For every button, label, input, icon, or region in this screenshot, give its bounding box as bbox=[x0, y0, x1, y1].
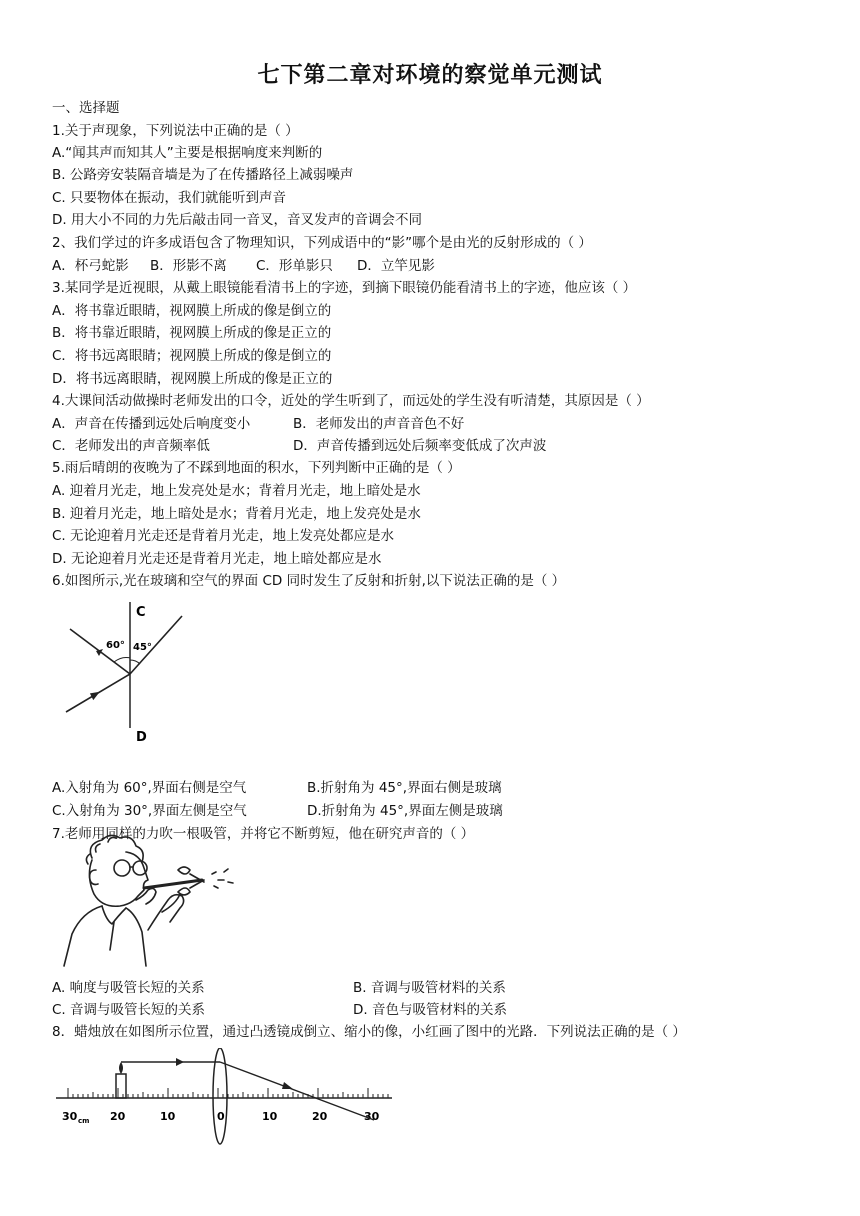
question-4-options-row2 bbox=[52, 436, 612, 456]
ruler-label-10-left: 10 bbox=[160, 1110, 176, 1123]
question-7-option-d: D. 音色与吸管材料的关系 bbox=[353, 1002, 507, 1018]
right-arm bbox=[148, 895, 184, 930]
ruler-label-0: 0 bbox=[217, 1110, 225, 1123]
question-5-option-a: A. 迎着月光走，地上发亮处是水；背着月光走，地上暗处是水 bbox=[52, 483, 421, 499]
sound-marks bbox=[212, 869, 233, 888]
refraction-diagram bbox=[56, 598, 196, 746]
question-4-option-a: A．声音在传播到远处后响度变小 bbox=[52, 416, 251, 432]
lens-ruler-diagram bbox=[52, 1048, 398, 1158]
question-4-option-b: B．老师发出的声音音色不好 bbox=[293, 416, 465, 432]
question-6-options-row1 bbox=[52, 778, 572, 798]
question-1-option-b: B. 公路旁安装隔音墙是为了在传播路径上减弱噪声 bbox=[52, 167, 354, 183]
candle-flame bbox=[119, 1062, 123, 1074]
left-hand bbox=[136, 888, 156, 904]
question-5-option-c: C. 无论迎着月光走还是背着月光走，地上发亮处都应是水 bbox=[52, 528, 395, 544]
body-front bbox=[126, 908, 146, 966]
angle-label-45: 45° bbox=[133, 642, 152, 653]
question-7-option-b: B. 音调与吸管材料的关系 bbox=[353, 980, 506, 996]
ruler-label-30-left: 30 bbox=[62, 1110, 78, 1123]
light-ray-refracted bbox=[220, 1062, 374, 1120]
ruler-unit: cm bbox=[78, 1117, 90, 1125]
question-1-option-c: C. 只要物体在振动，我们就能听到声音 bbox=[52, 190, 287, 206]
question-3-stem: 3.某同学是近视眼，从戴上眼镜能看清书上的字迹，到摘下眼镜仍能看清书上的字迹，他应该（ ） bbox=[52, 280, 637, 296]
question-8-stem: 8．蜡烛放在如图所示位置，通过凸透镜成倒立、缩小的像，小红画了图中的光路．下列说法正确的是（ ） bbox=[52, 1024, 686, 1040]
ruler-label-20-right: 20 bbox=[312, 1110, 328, 1123]
glasses-right bbox=[133, 861, 147, 875]
hair bbox=[90, 835, 143, 862]
ray-arrow-2 bbox=[282, 1082, 293, 1089]
question-6-option-c: C.入射角为 30°,界面左侧是空气 bbox=[52, 803, 247, 819]
question-3-option-a: A．将书靠近眼睛，视网膜上所成的像是倒立的 bbox=[52, 303, 332, 319]
ray-arrow-1 bbox=[176, 1058, 184, 1066]
question-1-option-d: D. 用大小不同的力先后敲击同一音叉，音叉发声的音调会不同 bbox=[52, 212, 422, 228]
angle-label-60: 60° bbox=[106, 640, 125, 651]
question-5-option-d: D. 无论迎着月光走还是背着月光走，地上暗处都应是水 bbox=[52, 551, 382, 567]
ruler-label-20-left: 20 bbox=[110, 1110, 126, 1123]
label-c: C bbox=[136, 605, 146, 620]
question-7-option-c: C. 音调与吸管长短的关系 bbox=[52, 1002, 206, 1018]
teacher-blowing-straw-illustration bbox=[52, 830, 248, 970]
question-1-stem: 1.关于声现象，下列说法中正确的是（ ） bbox=[52, 123, 299, 139]
tie bbox=[110, 922, 114, 950]
question-4-options-row1 bbox=[52, 414, 612, 434]
question-7-options-row1 bbox=[52, 978, 572, 998]
question-7-stem: 7.老师用同样的力吹一根吸管，并将它不断剪短，他在研究声音的（ ） bbox=[52, 826, 475, 842]
question-7-options-row2 bbox=[52, 1000, 572, 1020]
question-6-option-d: D.折射角为 45°,界面左侧是玻璃 bbox=[307, 803, 503, 819]
question-2-option-b: B．形影不离 bbox=[150, 258, 227, 274]
page-title: 七下第二章对环境的察觉单元测试 bbox=[257, 63, 603, 88]
question-6-option-a: A.入射角为 60°,界面右侧是空气 bbox=[52, 780, 247, 796]
question-4-option-c: C．老师发出的声音频率低 bbox=[52, 438, 210, 454]
question-3-option-c: C．将书远离眼睛；视网膜上所成的像是倒立的 bbox=[52, 348, 332, 364]
section-heading: 一、选择题 bbox=[52, 100, 120, 116]
question-1-option-a: A.“闻其声而知其人”主要是根据响度来判断的 bbox=[52, 145, 323, 161]
question-4-option-d: D．声音传播到远处后频率变低成了次声波 bbox=[293, 438, 547, 454]
question-6-option-b: B.折射角为 45°,界面右侧是玻璃 bbox=[307, 780, 502, 796]
question-2-option-a: A．杯弓蛇影 bbox=[52, 258, 129, 274]
question-2-option-c: C．形单影只 bbox=[256, 258, 333, 274]
question-5-option-b: B. 迎着月光走，地上暗处是水；背着月光走，地上发亮处是水 bbox=[52, 506, 421, 522]
question-6-options-row2 bbox=[52, 801, 572, 821]
question-4-stem: 4.大课间活动做操时老师发出的口令，近处的学生听到了，而远处的学生没有听清楚，其原因是（ ） bbox=[52, 393, 650, 409]
ruler-label-10-right: 10 bbox=[262, 1110, 278, 1123]
question-3-option-b: B．将书靠近眼睛，视网膜上所成的像是正立的 bbox=[52, 325, 332, 341]
ruler-label-30-right: 30 bbox=[364, 1110, 380, 1123]
question-7-option-a: A. 响度与吸管长短的关系 bbox=[52, 980, 205, 996]
glasses-left bbox=[114, 860, 130, 876]
question-2-option-d: D．立竿见影 bbox=[357, 258, 435, 274]
shoulder-left bbox=[64, 906, 102, 966]
incident-arrow bbox=[90, 692, 100, 701]
question-2-options bbox=[52, 256, 472, 276]
angle-arc-60 bbox=[114, 658, 130, 663]
question-5-stem: 5.雨后晴朗的夜晚为了不踩到地面的积水，下列判断中正确的是（ ） bbox=[52, 460, 461, 476]
ear bbox=[90, 870, 98, 885]
question-3-option-d: D．将书远离眼睛，视网膜上所成的像是正立的 bbox=[52, 371, 333, 387]
question-2-stem: 2、我们学过的许多成语包含了物理知识，下列成语中的“影”哪个是由光的反射形成的（ ） bbox=[52, 235, 592, 251]
label-d: D bbox=[136, 730, 147, 745]
question-6-stem: 6.如图所示,光在玻璃和空气的界面 CD 同时发生了反射和折射,以下说法正确的是（ ） bbox=[52, 573, 566, 589]
